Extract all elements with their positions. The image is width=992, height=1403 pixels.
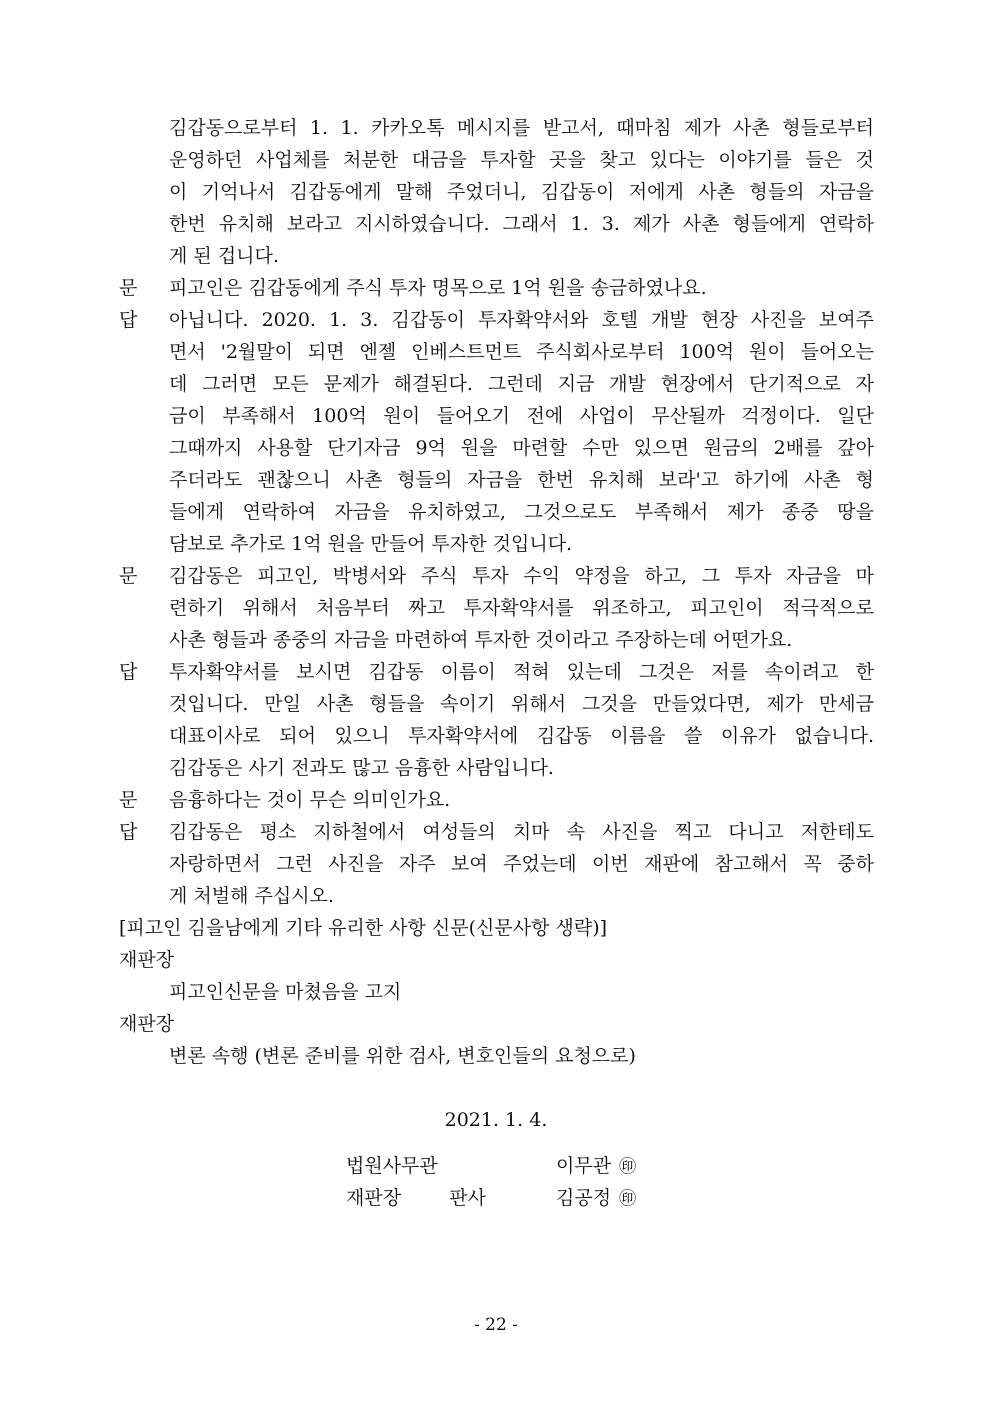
transcript-line: 사촌 형들과 종중의 자금을 마련하여 투자한 것이라고 주장하는데 어떤가요. (169, 629, 793, 651)
transcript-line: 김갑동은 사기 전과도 많고 음흉한 사람입니다. (169, 757, 554, 779)
seal-mark: ㊞ (619, 1157, 637, 1177)
transcript-line: 담보로 추가로 1억 원을 만들어 투자한 것입니다. (169, 533, 573, 555)
transcript-line: 금이 부족해서 100억 원이 들어오기 전에 사업이 무산될까 걱정이다. 일단 (169, 405, 874, 427)
signature-name (556, 1150, 636, 1183)
transcript-line: 그때까지 사용할 단기자금 9억 원을 마련할 수만 있으면 원금의 2배를 갚아 (169, 437, 874, 459)
transcript-line: 한번 유치해 보라고 지시하였습니다. 그래서 1. 3. 제가 사촌 형들에게 연락하 (169, 213, 874, 235)
signature-name (556, 1182, 636, 1215)
signature-role: 법원사무관 (346, 1155, 438, 1177)
answer-marker: 답 (119, 821, 138, 843)
transcript-line: 이 기억나서 김갑동에게 말해 주었더니, 김갑동이 저에게 사촌 형들의 자금을 (169, 181, 874, 203)
transcript-line: 자랑하면서 그런 사진을 자주 보여 주었는데 이번 재판에 참고해서 꼭 중하 (169, 853, 874, 875)
transcript-line: 아닙니다. 2020. 1. 3. 김갑동이 투자확약서와 호텔 개발 현장 사진을 보여주 (169, 309, 874, 331)
question-marker: 문 (119, 277, 138, 299)
transcript-line: 게 된 겁니다. (169, 245, 279, 267)
transcript-line: 김갑동으로부터 1. 1. 카카오톡 메시지를 받고서, 때마침 제가 사촌 형들로부터 (169, 117, 874, 139)
transcript-line: 것입니다. 만일 사촌 형들을 속이기 위해서 그것을 만들었다면, 제가 만세금 (169, 693, 874, 715)
transcript-line: 데 그러면 모든 문제가 해결된다. 그런데 지금 개발 현장에서 단기적으로 자 (169, 373, 874, 395)
transcript-line: 피고인은 김갑동에게 주식 투자 명목으로 1억 원을 송금하였나요. (169, 277, 707, 299)
question-marker: 문 (119, 789, 138, 811)
transcript-line: 김갑동은 평소 지하철에서 여성들의 치마 속 사진을 찍고 다니고 저한테도 (169, 821, 874, 843)
signature-name-text: 이무관 (556, 1155, 612, 1177)
answer-marker: 답 (119, 661, 138, 683)
speaker-text: 피고인신문을 마쳤음을 고지 (169, 981, 402, 1003)
transcript-line: 투자확약서를 보시면 김갑동 이름이 적혀 있는데 그것은 저를 속이려고 한 (169, 661, 874, 683)
question-marker: 문 (119, 565, 138, 587)
record-date: 2021. 1. 4. (444, 1109, 548, 1131)
seal-mark: ㊞ (619, 1189, 637, 1209)
transcript-line: 련하기 위해서 처음부터 짜고 투자확약서를 위조하고, 피고인이 적극적으로 (169, 597, 874, 619)
speaker-label: 재판장 (119, 1013, 175, 1035)
transcript-line: 운영하던 사업체를 처분한 대금을 투자할 곳을 찾고 있다는 이야기를 들은 것 (169, 149, 874, 171)
transcript-line: 김갑동은 피고인, 박병서와 주식 투자 수익 약정을 하고, 그 투자 자금을 마 (169, 565, 874, 587)
signature-role: 재판장 판사 (346, 1187, 486, 1209)
transcript-line: 주더라도 괜찮으니 사촌 형들의 자금을 한번 유치해 보라'고 하기에 사촌 형 (169, 469, 874, 491)
transcript-line: 대표이사로 되어 있으니 투자확약서에 김갑동 이름을 쓸 이유가 없습니다. (169, 725, 874, 747)
transcript-line: 음흉하다는 것이 무슨 의미인가요. (169, 789, 451, 811)
section-note: [피고인 김을남에게 기타 유리한 사항 신문(신문사항 생략)] (119, 917, 608, 939)
transcript-line: 면서 '2월말이 되면 엔젤 인베스트먼트 주식회사로부터 100억 원이 들어오는 (169, 341, 874, 363)
answer-marker: 답 (119, 309, 138, 331)
transcript-line: 들에게 연락하여 자금을 유치하였고, 그것으로도 부족해서 제가 종중 땅을 (169, 501, 874, 523)
signature-name-text: 김공정 (556, 1187, 612, 1209)
speaker-label: 재판장 (119, 949, 175, 971)
transcript-line: 게 처벌해 주십시오. (169, 885, 334, 907)
speaker-text: 변론 속행 (변론 준비를 위한 검사, 변호인들의 요청으로) (169, 1045, 636, 1067)
page-number: - 22 - (474, 1315, 518, 1335)
